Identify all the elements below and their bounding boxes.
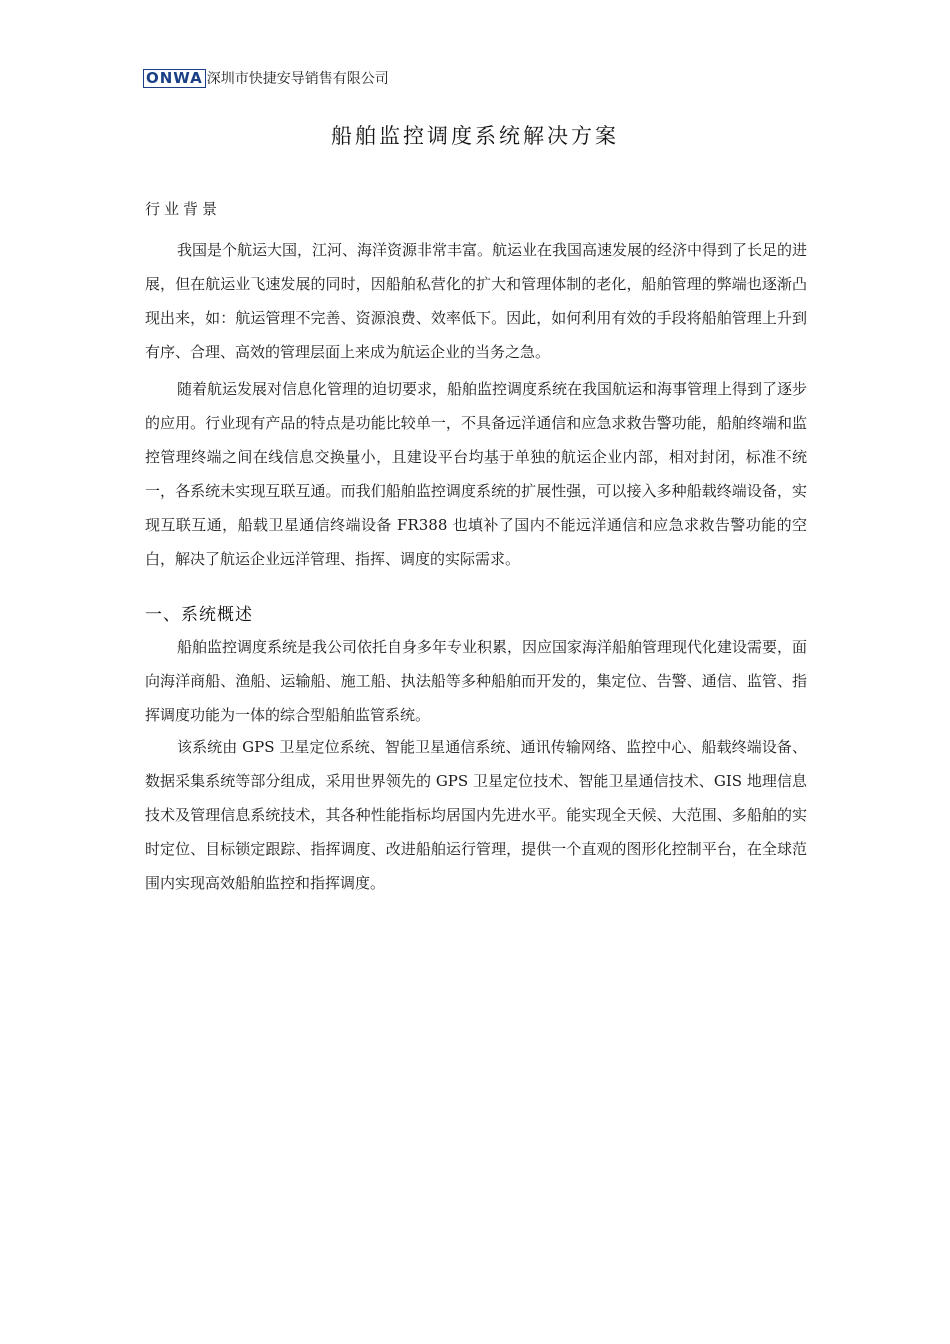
background-paragraph-1: 我国是个航运大国，江河、海洋资源非常丰富。航运业在我国高速发展的经济中得到了长足的进展，但在航运业飞速发展的同时，因船舶私营化的扩大和管理体制的老化，船舶管理的弊端也逐渐凸现出来，如：航运管理不完善、资源浪费、效率低下。因此，如何利用有效的手段将船舶管理上升到有序、合理、高效的管理层面上来成为航运企业的当务之急。 [145,241,808,361]
document-title: 船舶监控调度系统解决方案 [331,124,619,148]
onwa-logo: ONWA [143,69,206,88]
industry-background-label: 行业背景 [145,200,222,218]
page-header [143,68,389,88]
overview-paragraph-2: 该系统由 GPS 卫星定位系统、智能卫星通信系统、通讯传输网络、监控中心、船载终端设备、数据采集系统等部分组成，采用世界领先的 GPS 卫星定位技术、智能卫星通信技术、GIS 地理信息技术及管理信息系统技术，其各种性能指标均居国内先进水平。能实现全天候、大范围、多船舶的实时定位、目标锁定跟踪、指挥调度、改进船舶运行管理，提供一个直观的图形化控制平台，在全球范围内实现高效船舶监控和指挥调度。 [145,738,807,892]
overview-paragraph-1: 船舶监控调度系统是我公司依托自身多年专业积累，因应国家海洋船舶管理现代化建设需要，面向海洋商船、渔船、运输船、施工船、执法船等多种船舶而开发的，集定位、告警、通信、监管、指挥调度功能为一体的综合型船舶监管系统。 [145,638,808,724]
company-name: 深圳市快捷安导销售有限公司 [206,71,389,87]
section-heading-system-overview: 一、系统概述 [145,605,253,625]
background-paragraph-2: 随着航运发展对信息化管理的迫切要求，船舶监控调度系统在我国航运和海事管理上得到了逐步的应用。行业现有产品的特点是功能比较单一，不具备远洋通信和应急求救告警功能，船舶终端和监控管理终端之间在线信息交换量小，且建设平台均基于单独的航运企业内部，相对封闭，标准不统一，各系统未实现互联互通。而我们船舶监控调度系统的扩展性强，可以接入多种船载终端设备，实现互联互通，船载卫星通信终端设备 FR388 也填补了国内不能远洋通信和应急求救告警功能的空白，解决了航运企业远洋管理、指挥、调度的实际需求。 [145,380,808,568]
